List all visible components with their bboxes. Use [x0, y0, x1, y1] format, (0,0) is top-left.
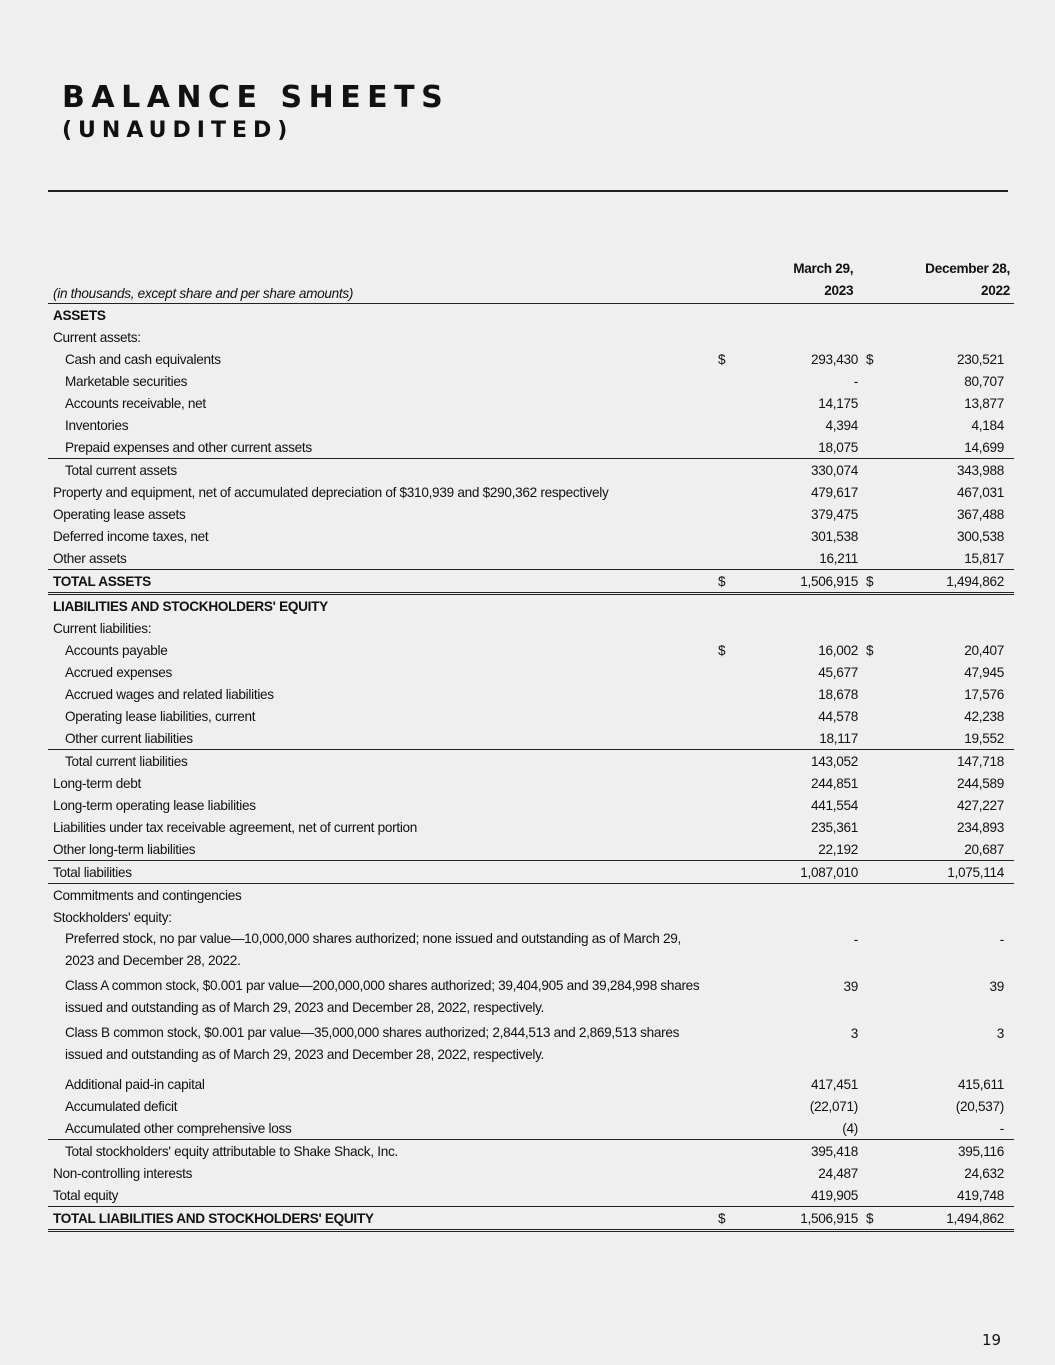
column-header-prior-line1: December 28, [925, 261, 1010, 276]
amount: 1,494,862 [946, 574, 1004, 589]
table-row [48, 661, 1014, 683]
column-header-current-line1: March 29, [793, 261, 854, 276]
row-label: Accrued expenses [65, 665, 173, 680]
amount: 147,718 [956, 754, 1004, 769]
amount: 39 [843, 979, 858, 994]
table-row [48, 326, 1014, 348]
table-row [48, 304, 1014, 326]
row-label: Other long-term liabilities [53, 842, 196, 857]
value-cell-2023 [718, 373, 866, 390]
amount: 18,678 [818, 687, 858, 702]
table-row [48, 1117, 1014, 1140]
page-title: BALANCE SHEETS [62, 80, 450, 115]
row-label: Non-controlling interests [53, 1166, 193, 1181]
units-note: (in thousands, except share and per share amounts) [53, 286, 354, 301]
amount: 293,430 [810, 352, 858, 367]
table-row [48, 975, 1014, 1022]
table-row [48, 906, 1014, 928]
value-cell-2023 [718, 775, 866, 792]
amount: 16,211 [819, 551, 858, 566]
amount: 301,538 [810, 529, 858, 544]
table-header [48, 258, 1014, 304]
row-label: Accrued wages and related liabilities [65, 687, 274, 702]
table-row [48, 348, 1014, 370]
amount: 18,117 [819, 731, 858, 746]
amount: 3 [996, 1026, 1004, 1041]
value-cell-2022 [866, 978, 1014, 995]
currency-symbol: $ [718, 574, 726, 589]
amount: 47,945 [964, 665, 1004, 680]
amount: 42,238 [964, 709, 1004, 724]
row-label: Other assets [53, 551, 127, 566]
row-label: Deferred income taxes, net [53, 529, 209, 544]
row-label: Long-term debt [53, 776, 141, 791]
value-cell-2022 [866, 1098, 1014, 1115]
amount: 20,407 [964, 643, 1004, 658]
value-cell-2023 [718, 841, 866, 858]
value-cell-2023 [718, 550, 866, 567]
value-cell-2022 [866, 506, 1014, 523]
row-label: ASSETS [53, 308, 106, 323]
currency-symbol: $ [866, 352, 874, 367]
row-label: Inventories [65, 418, 129, 433]
row-label: Total current assets [65, 463, 177, 478]
table-row [48, 1095, 1014, 1117]
value-cell-2022 [866, 439, 1014, 456]
row-label: Accounts payable [65, 643, 168, 658]
value-cell-2023 [718, 417, 866, 434]
value-cell-2023 [718, 797, 866, 814]
value-cell-2022 [866, 797, 1014, 814]
amount: 19,552 [964, 731, 1004, 746]
amount: 1,087,010 [800, 865, 858, 880]
row-label: Accumulated other comprehensive loss [65, 1121, 292, 1136]
amount: 15,817 [964, 551, 1004, 566]
row-label: Additional paid-in capital [65, 1077, 205, 1092]
row-label: LIABILITIES AND STOCKHOLDERS' EQUITY [53, 599, 328, 614]
table-row [48, 525, 1014, 547]
row-label: Accounts receivable, net [65, 396, 206, 411]
amount: 479,617 [810, 485, 858, 500]
value-cell-2023 [718, 351, 866, 368]
amount: 16,002 [818, 643, 858, 658]
value-cell-2023 [718, 1076, 866, 1093]
table-row [48, 595, 1014, 617]
table-row [48, 503, 1014, 525]
table-row [48, 459, 1014, 481]
table-row [48, 570, 1014, 595]
table-row [48, 794, 1014, 816]
row-label: Total equity [53, 1188, 119, 1203]
value-cell-2023 [718, 484, 866, 501]
amount: (4) [842, 1121, 858, 1136]
value-cell-2023 [718, 1025, 866, 1042]
amount: 39 [989, 979, 1004, 994]
currency-symbol: $ [718, 1211, 726, 1226]
table-row [48, 1140, 1014, 1162]
value-cell-2022 [866, 664, 1014, 681]
value-cell-2022 [866, 351, 1014, 368]
amount: (22,071) [809, 1099, 858, 1114]
row-label: Class A common stock, $0.001 par value—200,000,000 shares authorized; 39,404,905 and 39,284,998 shares issued and outstanding as of March 29, 2023 and December 28, 2022, respectively. [65, 978, 700, 1015]
amount: 330,074 [810, 463, 858, 478]
value-cell-2023 [718, 730, 866, 747]
value-cell-2022 [866, 931, 1014, 948]
currency-symbol: $ [718, 643, 726, 658]
amount: 395,418 [810, 1144, 858, 1159]
value-cell-2023 [718, 528, 866, 545]
table-row [48, 705, 1014, 727]
amount: 1,506,915 [800, 1211, 858, 1226]
row-label: Marketable securities [65, 374, 188, 389]
table-row [48, 414, 1014, 436]
title-divider [48, 190, 1008, 192]
column-header-current-line2: 2023 [824, 283, 854, 298]
row-label: Accumulated deficit [65, 1099, 178, 1114]
value-cell-2022 [866, 642, 1014, 659]
balance-sheet-table [48, 258, 1014, 1232]
column-header-current [718, 258, 861, 303]
amount: 235,361 [810, 820, 858, 835]
value-cell-2023 [718, 1098, 866, 1115]
amount: 17,576 [964, 687, 1004, 702]
row-label: Prepaid expenses and other current assets [65, 440, 312, 455]
value-cell-2022 [866, 1165, 1014, 1182]
table-row [48, 392, 1014, 414]
table-row [48, 1073, 1014, 1095]
table-row [48, 816, 1014, 838]
amount: 18,075 [818, 440, 858, 455]
amount: - [999, 932, 1004, 947]
amount: 417,451 [810, 1077, 858, 1092]
value-cell-2022 [866, 819, 1014, 836]
value-cell-2022 [866, 462, 1014, 479]
currency-symbol: $ [866, 574, 874, 589]
value-cell-2023 [718, 395, 866, 412]
amount: 45,677 [818, 665, 858, 680]
value-cell-2022 [866, 841, 1014, 858]
row-label: TOTAL LIABILITIES AND STOCKHOLDERS' EQUITY [53, 1211, 374, 1226]
amount: 244,851 [810, 776, 858, 791]
amount: 415,611 [957, 1077, 1004, 1092]
row-label: TOTAL ASSETS [53, 574, 151, 589]
amount: 379,475 [810, 507, 858, 522]
amount: 419,905 [810, 1188, 858, 1203]
amount: 300,538 [956, 529, 1004, 544]
row-label: Total stockholders' equity attributable to Shake Shack, Inc. [65, 1144, 398, 1159]
table-row [48, 370, 1014, 392]
row-label: Cash and cash equivalents [65, 352, 221, 367]
value-cell-2022 [866, 1143, 1014, 1160]
amount: 13,877 [964, 396, 1004, 411]
value-cell-2023 [718, 642, 866, 659]
value-cell-2023 [718, 664, 866, 681]
value-cell-2022 [866, 708, 1014, 725]
row-label: Preferred stock, no par value—10,000,000 shares authorized; none issued and outstanding as of March 29, 2023 and December 28, 2022. [65, 931, 681, 968]
value-cell-2022 [866, 686, 1014, 703]
row-label: Current liabilities: [53, 621, 152, 636]
table-row [48, 547, 1014, 570]
amount: 1,506,915 [800, 574, 858, 589]
value-cell-2022 [866, 395, 1014, 412]
table-row [48, 683, 1014, 705]
value-cell-2022 [866, 753, 1014, 770]
value-cell-2023 [718, 864, 866, 881]
amount: 1,494,862 [946, 1211, 1004, 1226]
row-label: Total liabilities [53, 865, 132, 880]
value-cell-2022 [866, 864, 1014, 881]
value-cell-2022 [866, 573, 1014, 590]
value-cell-2023 [718, 439, 866, 456]
value-cell-2022 [866, 484, 1014, 501]
amount: 4,184 [971, 418, 1004, 433]
table-row [48, 639, 1014, 661]
value-cell-2023 [718, 931, 866, 948]
row-label: Stockholders' equity: [53, 910, 172, 925]
value-cell-2023 [718, 573, 866, 590]
table-row [48, 1184, 1014, 1207]
currency-symbol: $ [866, 643, 874, 658]
row-label: Class B common stock, $0.001 par value—35,000,000 shares authorized; 2,844,513 and 2,869,513 shares issued and outstanding as of March 29, 2023 and December 28, 2022, respectively. [65, 1025, 680, 1062]
amount: 143,052 [810, 754, 858, 769]
table-row [48, 1162, 1014, 1184]
value-cell-2023 [718, 506, 866, 523]
row-label: Current assets: [53, 330, 141, 345]
table-row [48, 1207, 1014, 1232]
amount: 419,748 [956, 1188, 1004, 1203]
table-row [48, 436, 1014, 459]
amount: - [853, 374, 858, 389]
amount: 343,988 [956, 463, 1004, 478]
amount: - [853, 932, 858, 947]
row-label: Other current liabilities [65, 731, 193, 746]
value-cell-2023 [718, 978, 866, 995]
amount: 467,031 [956, 485, 1004, 500]
amount: 14,175 [818, 396, 858, 411]
amount: 367,488 [956, 507, 1004, 522]
amount: 44,578 [818, 709, 858, 724]
value-cell-2023 [718, 686, 866, 703]
row-label: Total current liabilities [65, 754, 188, 769]
value-cell-2023 [718, 1165, 866, 1182]
amount: - [999, 1121, 1004, 1136]
page-number: 19 [982, 1331, 1002, 1349]
value-cell-2022 [866, 1210, 1014, 1227]
column-header-prior [861, 258, 1014, 303]
value-cell-2022 [866, 528, 1014, 545]
value-cell-2023 [718, 819, 866, 836]
table-row [48, 1022, 1014, 1073]
table-row [48, 838, 1014, 861]
value-cell-2022 [866, 1076, 1014, 1093]
value-cell-2023 [718, 462, 866, 479]
table-row [48, 884, 1014, 906]
amount: 230,521 [956, 352, 1004, 367]
table-row [48, 750, 1014, 772]
amount: (20,537) [955, 1099, 1004, 1114]
currency-symbol: $ [718, 352, 726, 367]
amount: 4,394 [825, 418, 858, 433]
page-subtitle: (UNAUDITED) [62, 118, 294, 143]
value-cell-2023 [718, 1120, 866, 1137]
amount: 20,687 [964, 842, 1004, 857]
amount: 3 [850, 1026, 858, 1041]
row-label: Operating lease assets [53, 507, 186, 522]
amount: 80,707 [964, 374, 1004, 389]
row-label: Operating lease liabilities, current [65, 709, 256, 724]
value-cell-2022 [866, 730, 1014, 747]
value-cell-2023 [718, 1210, 866, 1227]
row-label: Long-term operating lease liabilities [53, 798, 256, 813]
value-cell-2022 [866, 1025, 1014, 1042]
amount: 1,075,114 [947, 865, 1004, 880]
row-label: Property and equipment, net of accumulated depreciation of $310,939 and $290,362 respectively [53, 485, 609, 500]
value-cell-2022 [866, 417, 1014, 434]
value-cell-2022 [866, 1187, 1014, 1204]
amount: 22,192 [818, 842, 858, 857]
table-row [48, 772, 1014, 794]
amount: 244,589 [956, 776, 1004, 791]
row-label: Commitments and contingencies [53, 888, 242, 903]
value-cell-2022 [866, 775, 1014, 792]
amount: 441,554 [810, 798, 858, 813]
amount: 395,116 [957, 1144, 1004, 1159]
table-row [48, 928, 1014, 975]
table-row [48, 861, 1014, 884]
value-cell-2022 [866, 373, 1014, 390]
table-row [48, 727, 1014, 750]
column-header-prior-line2: 2022 [980, 283, 1010, 298]
value-cell-2022 [866, 1120, 1014, 1137]
value-cell-2023 [718, 753, 866, 770]
table-row [48, 481, 1014, 503]
value-cell-2023 [718, 1143, 866, 1160]
value-cell-2023 [718, 708, 866, 725]
amount: 427,227 [956, 798, 1004, 813]
amount: 234,893 [956, 820, 1004, 835]
amount: 24,487 [818, 1166, 858, 1181]
value-cell-2022 [866, 550, 1014, 567]
amount: 24,632 [964, 1166, 1004, 1181]
row-label: Liabilities under tax receivable agreement, net of current portion [53, 820, 418, 835]
amount: 14,699 [964, 440, 1004, 455]
currency-symbol: $ [866, 1211, 874, 1226]
table-row [48, 617, 1014, 639]
value-cell-2023 [718, 1187, 866, 1204]
